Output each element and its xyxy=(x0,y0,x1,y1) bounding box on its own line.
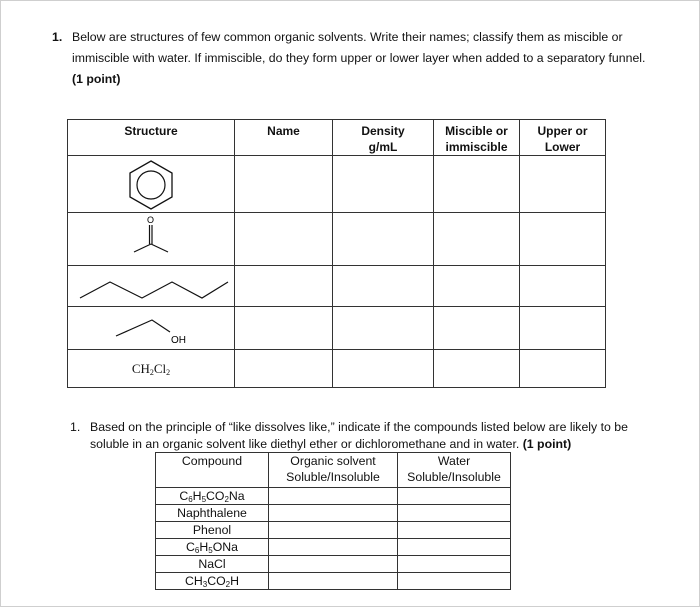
answer-cell[interactable] xyxy=(269,505,398,522)
answer-cell[interactable] xyxy=(269,573,398,590)
formula-sub: 6 xyxy=(194,546,200,555)
answer-cell[interactable] xyxy=(235,156,333,213)
question-1-number: 1. xyxy=(52,30,63,44)
answer-cell[interactable] xyxy=(520,307,606,350)
dcm-formula-sub2: 2 xyxy=(166,367,171,377)
answer-cell[interactable] xyxy=(520,213,606,266)
formula-sub: 3 xyxy=(202,580,208,589)
acetone-structure xyxy=(68,213,234,265)
answer-cell[interactable] xyxy=(333,307,434,350)
answer-cell[interactable] xyxy=(398,522,511,539)
formula-part: CO xyxy=(206,489,225,503)
header-layer-line1: Upper or xyxy=(537,124,588,138)
header-water xyxy=(398,453,511,488)
answer-cell[interactable] xyxy=(235,213,333,266)
header-compound xyxy=(156,453,269,488)
answer-cell[interactable] xyxy=(520,350,606,388)
formula-sub: 5 xyxy=(208,546,213,555)
answer-cell[interactable] xyxy=(269,488,398,505)
compound-naphthalene: Naphthalene xyxy=(156,505,269,522)
header-density-line1: Density xyxy=(361,124,405,138)
answer-cell[interactable] xyxy=(434,156,520,213)
table-row xyxy=(156,488,511,505)
dcm-formula-sub1: 2 xyxy=(149,367,154,377)
dcm-formula-c: CH xyxy=(131,360,150,376)
benzene-structure xyxy=(68,156,234,212)
ethanol-structure-cell xyxy=(68,307,235,350)
table-row xyxy=(68,350,606,388)
formula-part: H xyxy=(192,489,202,503)
dcm-formula xyxy=(132,361,170,376)
header-miscible-line2: immiscible xyxy=(445,140,508,154)
question-2-number: 1. xyxy=(70,420,81,434)
table-row xyxy=(68,266,606,307)
solubility-table xyxy=(155,452,511,590)
formula-part: ONa xyxy=(212,540,238,554)
header-miscible xyxy=(434,120,520,156)
header-water-line2: Soluble/Insoluble xyxy=(407,470,501,484)
header-organic-line1: Organic solvent xyxy=(290,454,376,468)
question-1-body: Below are structures of few common organic solvents. Write their names; classify them as miscible or immiscible with water. If immiscible, do they form upper or lower layer when added to a separatory funnel. xyxy=(72,30,646,65)
header-compound-label: Compound xyxy=(181,454,243,468)
header-density xyxy=(333,120,434,156)
header-name: Name xyxy=(235,120,333,156)
formula-sub: 5 xyxy=(201,495,207,504)
header-miscible-line1: Miscible or xyxy=(445,124,508,138)
answer-cell[interactable] xyxy=(434,307,520,350)
compound-nacl: NaCl xyxy=(156,556,269,573)
header-organic-line2: Soluble/Insoluble xyxy=(286,470,380,484)
table-row xyxy=(156,505,511,522)
answer-cell[interactable] xyxy=(269,539,398,556)
compound-sodium-phenoxide xyxy=(156,539,269,556)
answer-cell[interactable] xyxy=(398,573,511,590)
question-2-body: Based on the principle of “like dissolves like,” indicate if the compounds listed below are likely to be soluble in an organic solvent like diethyl ether or dichloromethane and in water. xyxy=(90,420,628,451)
question-2-points: (1 point) xyxy=(522,437,572,451)
acetone-structure-cell xyxy=(68,213,235,266)
question-1-points: (1 point) xyxy=(72,72,121,86)
dcm-structure-cell xyxy=(68,350,235,388)
formula-sub: 6 xyxy=(188,495,193,504)
hexane-structure xyxy=(68,266,234,306)
acetone-oxygen-label: O xyxy=(147,215,155,225)
compound-sodium-benzoate xyxy=(156,488,269,505)
answer-cell[interactable] xyxy=(398,556,511,573)
answer-cell[interactable] xyxy=(398,539,511,556)
answer-cell[interactable] xyxy=(235,350,333,388)
table-row xyxy=(156,573,511,590)
answer-cell[interactable] xyxy=(520,156,606,213)
formula-sub: 2 xyxy=(224,495,229,504)
hexane-structure-cell xyxy=(68,266,235,307)
answer-cell[interactable] xyxy=(333,350,434,388)
answer-cell[interactable] xyxy=(333,213,434,266)
dcm-formula-cl: Cl xyxy=(153,360,167,376)
formula-part: CH xyxy=(184,574,203,588)
solvents-table xyxy=(67,119,606,388)
answer-cell[interactable] xyxy=(333,156,434,213)
table-row xyxy=(156,556,511,573)
formula-part: H xyxy=(199,540,209,554)
answer-cell[interactable] xyxy=(269,556,398,573)
question-2-text xyxy=(90,419,650,453)
formula-part: CO xyxy=(207,574,226,588)
benzene-structure-cell xyxy=(68,156,235,213)
question-1-text xyxy=(72,27,652,90)
compound-phenol: Phenol xyxy=(156,522,269,539)
answer-cell[interactable] xyxy=(434,350,520,388)
compound-acetic-acid xyxy=(156,573,269,590)
answer-cell[interactable] xyxy=(398,505,511,522)
answer-cell[interactable] xyxy=(434,213,520,266)
table-row xyxy=(156,522,511,539)
table-row xyxy=(68,213,606,266)
header-density-line2: g/mL xyxy=(368,140,398,154)
formula-sub: 2 xyxy=(225,580,231,589)
header-organic xyxy=(269,453,398,488)
table-row xyxy=(68,307,606,350)
header-structure: Structure xyxy=(68,120,235,156)
formula-part: H xyxy=(230,574,239,588)
ethanol-structure xyxy=(68,307,234,349)
formula-part: C xyxy=(186,540,195,554)
answer-cell[interactable] xyxy=(333,266,434,307)
solvents-table-header xyxy=(68,120,606,156)
header-layer-line2: Lower xyxy=(544,140,581,154)
answer-cell[interactable] xyxy=(235,266,333,307)
ethanol-oh-label: OH xyxy=(171,335,186,346)
table-row xyxy=(68,156,606,213)
answer-cell[interactable] xyxy=(520,266,606,307)
header-layer xyxy=(520,120,606,156)
table-row xyxy=(156,539,511,556)
formula-part: C xyxy=(179,489,189,503)
answer-cell[interactable] xyxy=(269,522,398,539)
answer-cell[interactable] xyxy=(434,266,520,307)
formula-part: Na xyxy=(228,489,245,503)
answer-cell[interactable] xyxy=(235,307,333,350)
solubility-table-header xyxy=(156,453,511,488)
answer-cell[interactable] xyxy=(398,488,511,505)
header-water-line1: Water xyxy=(437,454,471,468)
